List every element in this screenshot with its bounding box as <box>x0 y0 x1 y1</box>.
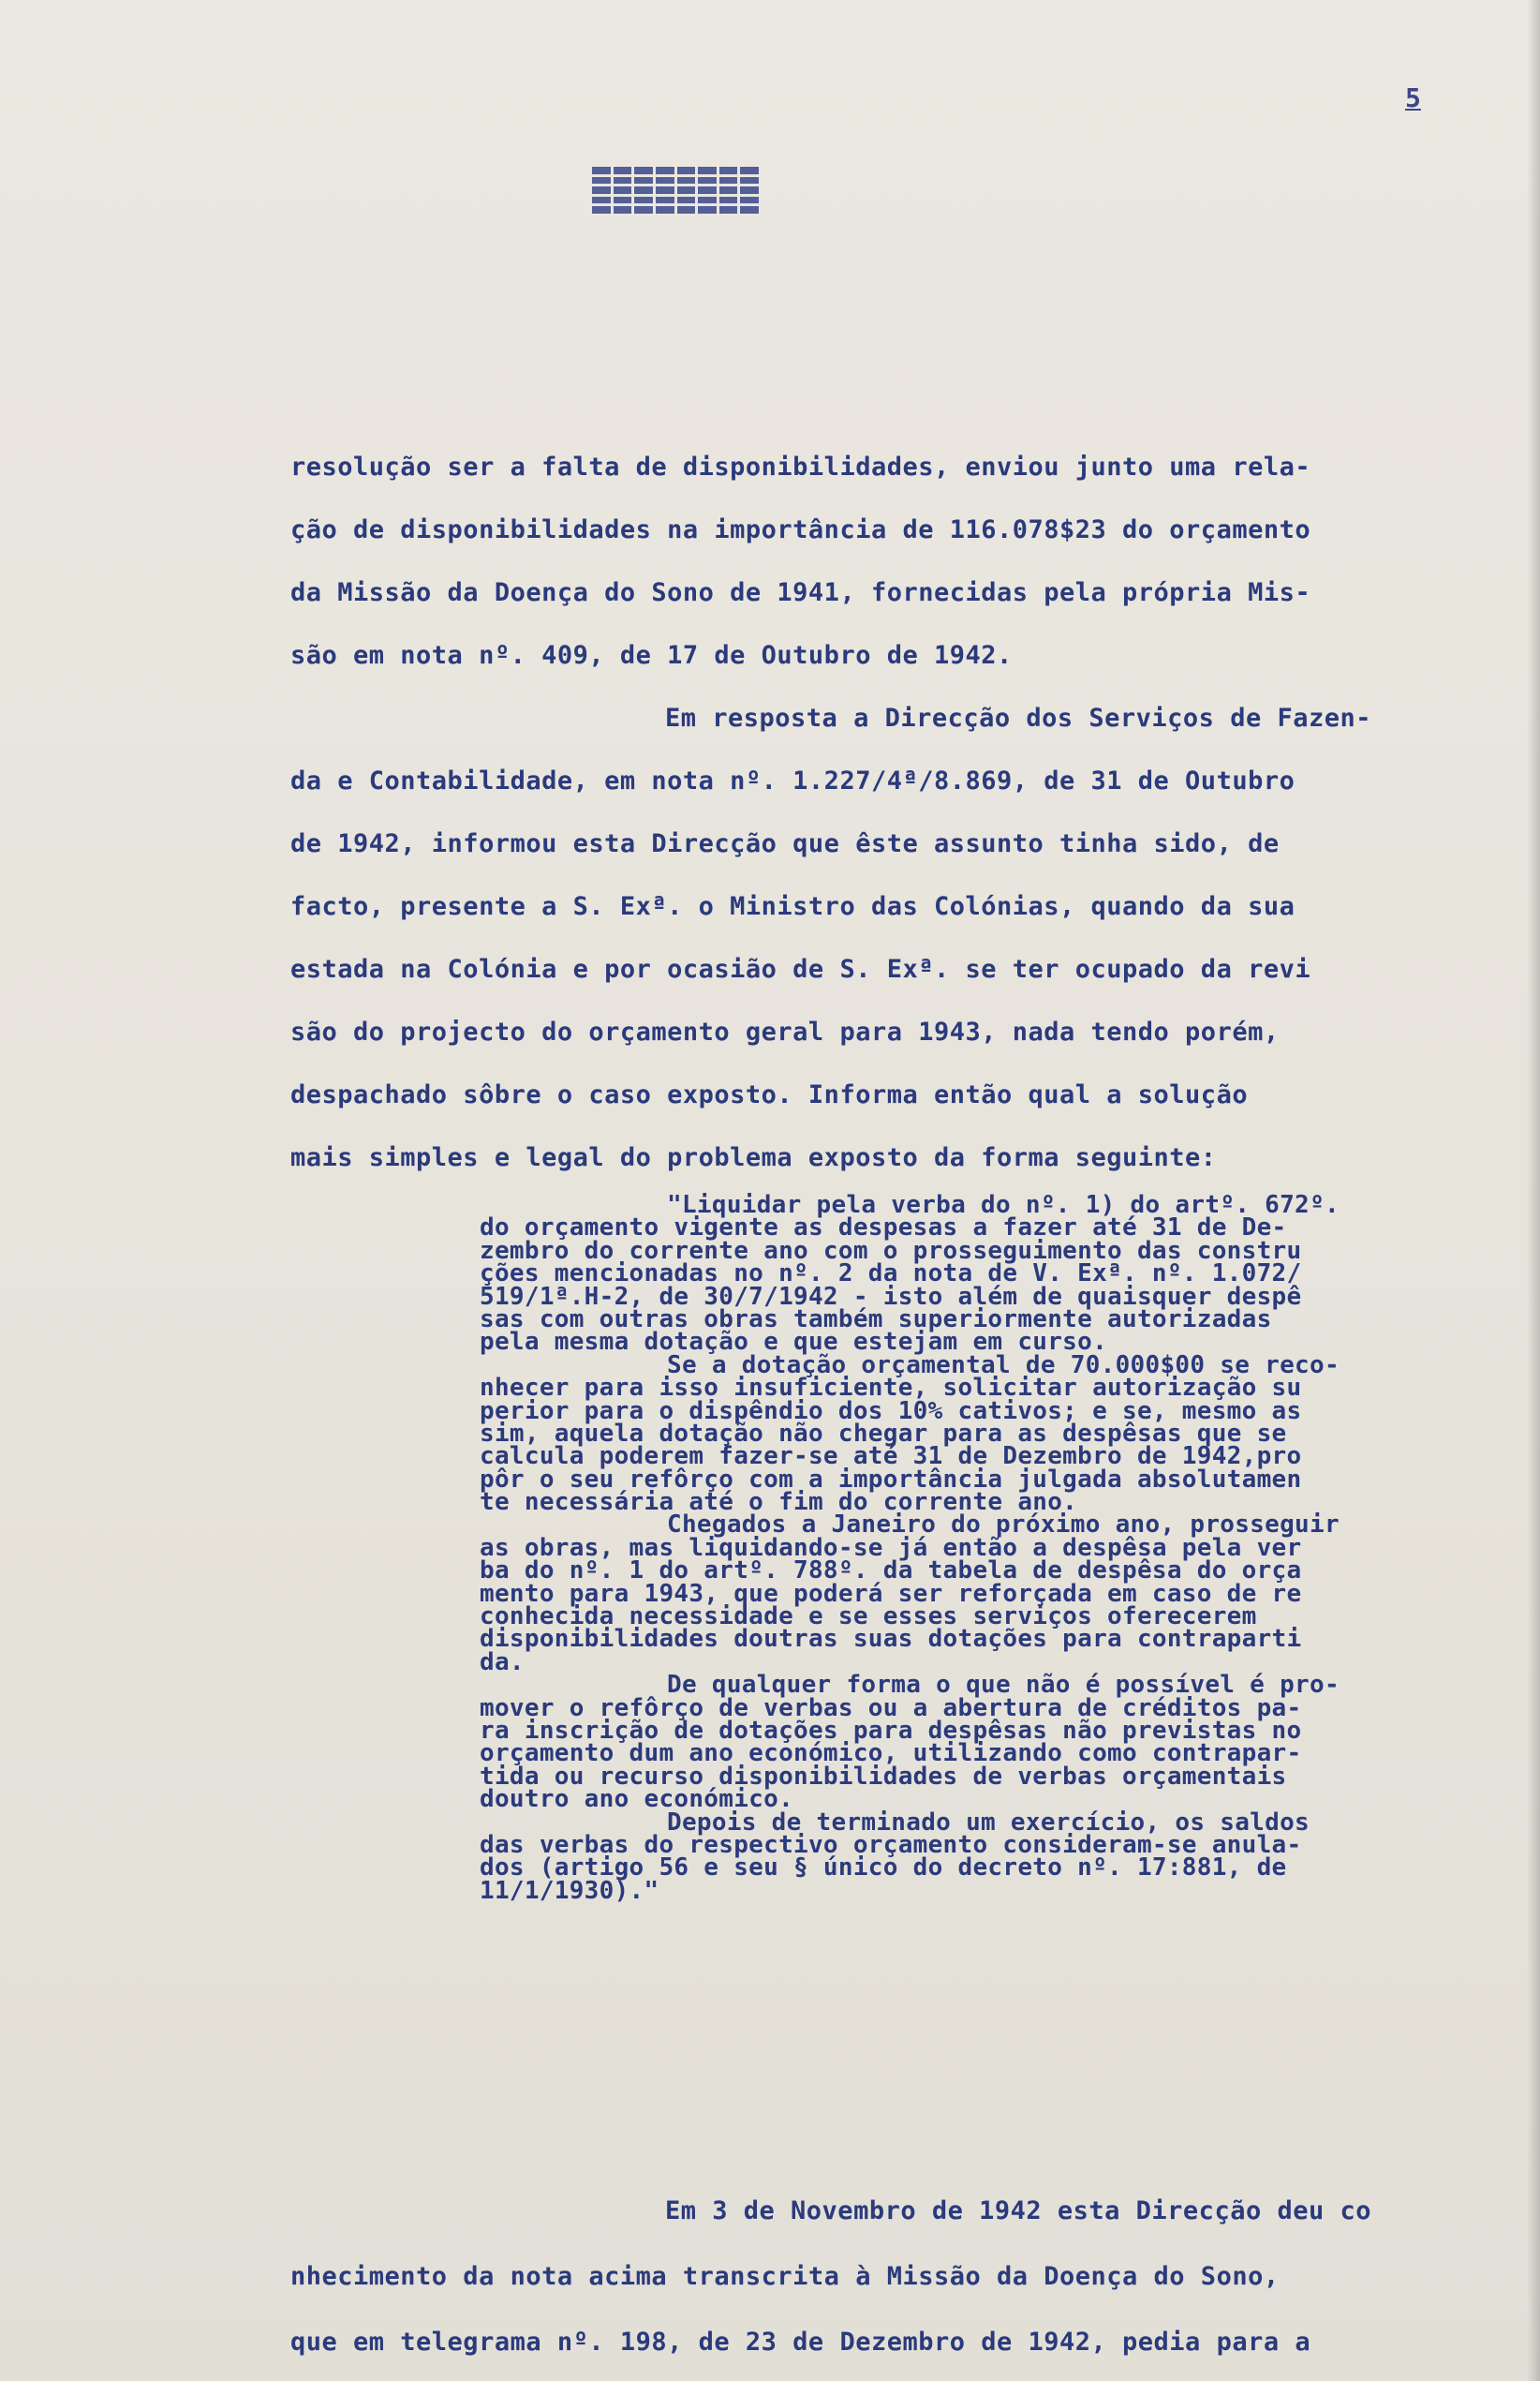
text-line: despachado sôbre o caso exposto. Informa então qual a solução <box>290 1080 1249 1109</box>
text-line: Em 3 de Novembro de 1942 esta Direcção deu co <box>665 2196 1371 2225</box>
quote-line: tida ou recurso disponibilidades de verbas orçamentais <box>480 1762 1287 1791</box>
quote-line: da. <box>480 1647 525 1676</box>
text-line: ção de disponibilidades na importância de 116.078$23 do orçamento <box>290 515 1311 544</box>
text-line: que em telegrama nº. 198, de 23 de Dezembro de 1942, pedia para a <box>290 2328 1311 2357</box>
text-line: da e Contabilidade, em nota nº. 1.227/4ª/8.869, de 31 de Outubro <box>290 766 1296 796</box>
typed-stamp-mark <box>592 167 759 214</box>
quote-line: De qualquer forma o que não é possível é pro- <box>667 1671 1340 1700</box>
quote-line: Se a dotação orçamental de 70.000$00 se reco- <box>667 1350 1340 1379</box>
quote-line: orçamento dum ano económico, utilizando como contrapar- <box>480 1739 1302 1768</box>
text-line: de 1942, informou esta Direcção que êste assunto tinha sido, de <box>290 829 1280 858</box>
quoted-block <box>480 1191 1501 1905</box>
quote-line: sim, aquela dotação não chegar para as despêsas que se <box>480 1419 1287 1448</box>
quote-line: ções mencionadas no nº. 2 da nota de V. Exª. nº. 1.072/ <box>480 1259 1302 1288</box>
body-paragraphs <box>290 436 1499 1189</box>
quote-line: Chegados a Janeiro do próximo ano, prosseguir <box>667 1510 1340 1540</box>
quote-line: "Liquidar pela verba do nº. 1) do artº. 672º. <box>667 1191 1340 1219</box>
quote-line: 519/1ª.H-2, de 30/7/1942 - isto além de quaisquer despê <box>480 1282 1302 1311</box>
quote-line: mento para 1943, que poderá ser reforçada em caso de re <box>480 1579 1302 1608</box>
quote-line: pôr o seu refôrço com a importância julgada absolutamen <box>480 1465 1302 1494</box>
text-line: estada na Colónia e por ocasião de S. Exª. se ter ocupado da revi <box>290 955 1311 984</box>
quote-line: nhecer para isso insuficiente, solicitar autorização su <box>480 1374 1302 1403</box>
text-line: nhecimento da nota acima transcrita à Missão da Doença do Sono, <box>290 2262 1280 2291</box>
quote-line: pela mesma dotação e que estejam em curso. <box>480 1328 1108 1357</box>
quote-line: das verbas do respectivo orçamento consideram-se anula- <box>480 1830 1302 1859</box>
quote-line: mover o refôrço de verbas ou a abertura de créditos pa- <box>480 1693 1302 1722</box>
quote-line: dos (artigo 56 e seu § único do decreto nº. 17:881, de <box>480 1853 1287 1882</box>
page-number: 5 <box>1405 82 1421 113</box>
quote-line: 11/1/1930)." <box>480 1876 659 1905</box>
text-line: facto, presente a S. Exª. o Ministro das Colónias, quando da sua <box>290 892 1296 921</box>
quote-line: do orçamento vigente as despesas a fazer até 31 de De- <box>480 1213 1287 1243</box>
text-line: são em nota nº. 409, de 17 de Outubro de 1942. <box>290 641 1013 670</box>
quote-line: as obras, mas liquidando-se já então a despêsa pela ver <box>480 1533 1302 1562</box>
quote-line: ba do nº. 1 do artº. 788º. da tabela de despêsa do orça <box>480 1556 1302 1585</box>
text-line: mais simples e legal do problema exposto da forma seguinte: <box>290 1143 1217 1172</box>
quote-line: disponibilidades doutras suas dotações para contraparti <box>480 1625 1302 1654</box>
text-line: são do projecto do orçamento geral para 1943, nada tendo porém, <box>290 1018 1280 1047</box>
closing-paragraph <box>290 2179 1499 2375</box>
quote-line: te necessária até o fim do corrente ano. <box>480 1488 1078 1517</box>
text-line: resolução ser a falta de disponibilidades, enviou junto uma rela- <box>290 453 1311 482</box>
quote-line: zembro do corrente ano com o prosseguimento das constru <box>480 1236 1302 1265</box>
text-line: da Missão da Doença do Sono de 1941, fornecidas pela própria Mis- <box>290 578 1311 607</box>
page-edge-shadow <box>1527 0 1540 2381</box>
quote-line: conhecida necessidade e se esses serviços oferecerem <box>480 1602 1257 1631</box>
quote-line: ra inscrição de dotações para despêsas não previstas no <box>480 1716 1302 1745</box>
quote-line: perior para o dispêndio dos 10% cativos; e se, mesmo as <box>480 1396 1302 1425</box>
quote-line: sas com outras obras também superiormente autorizadas <box>480 1304 1272 1333</box>
quote-line: doutro ano económico. <box>480 1785 794 1814</box>
quote-line: calcula poderem fazer-se até 31 de Dezembro de 1942,pro <box>480 1442 1302 1471</box>
quote-line: Depois de terminado um exercício, os saldos <box>667 1808 1310 1837</box>
text-line: Em resposta a Direcção dos Serviços de Fazen- <box>665 704 1371 733</box>
